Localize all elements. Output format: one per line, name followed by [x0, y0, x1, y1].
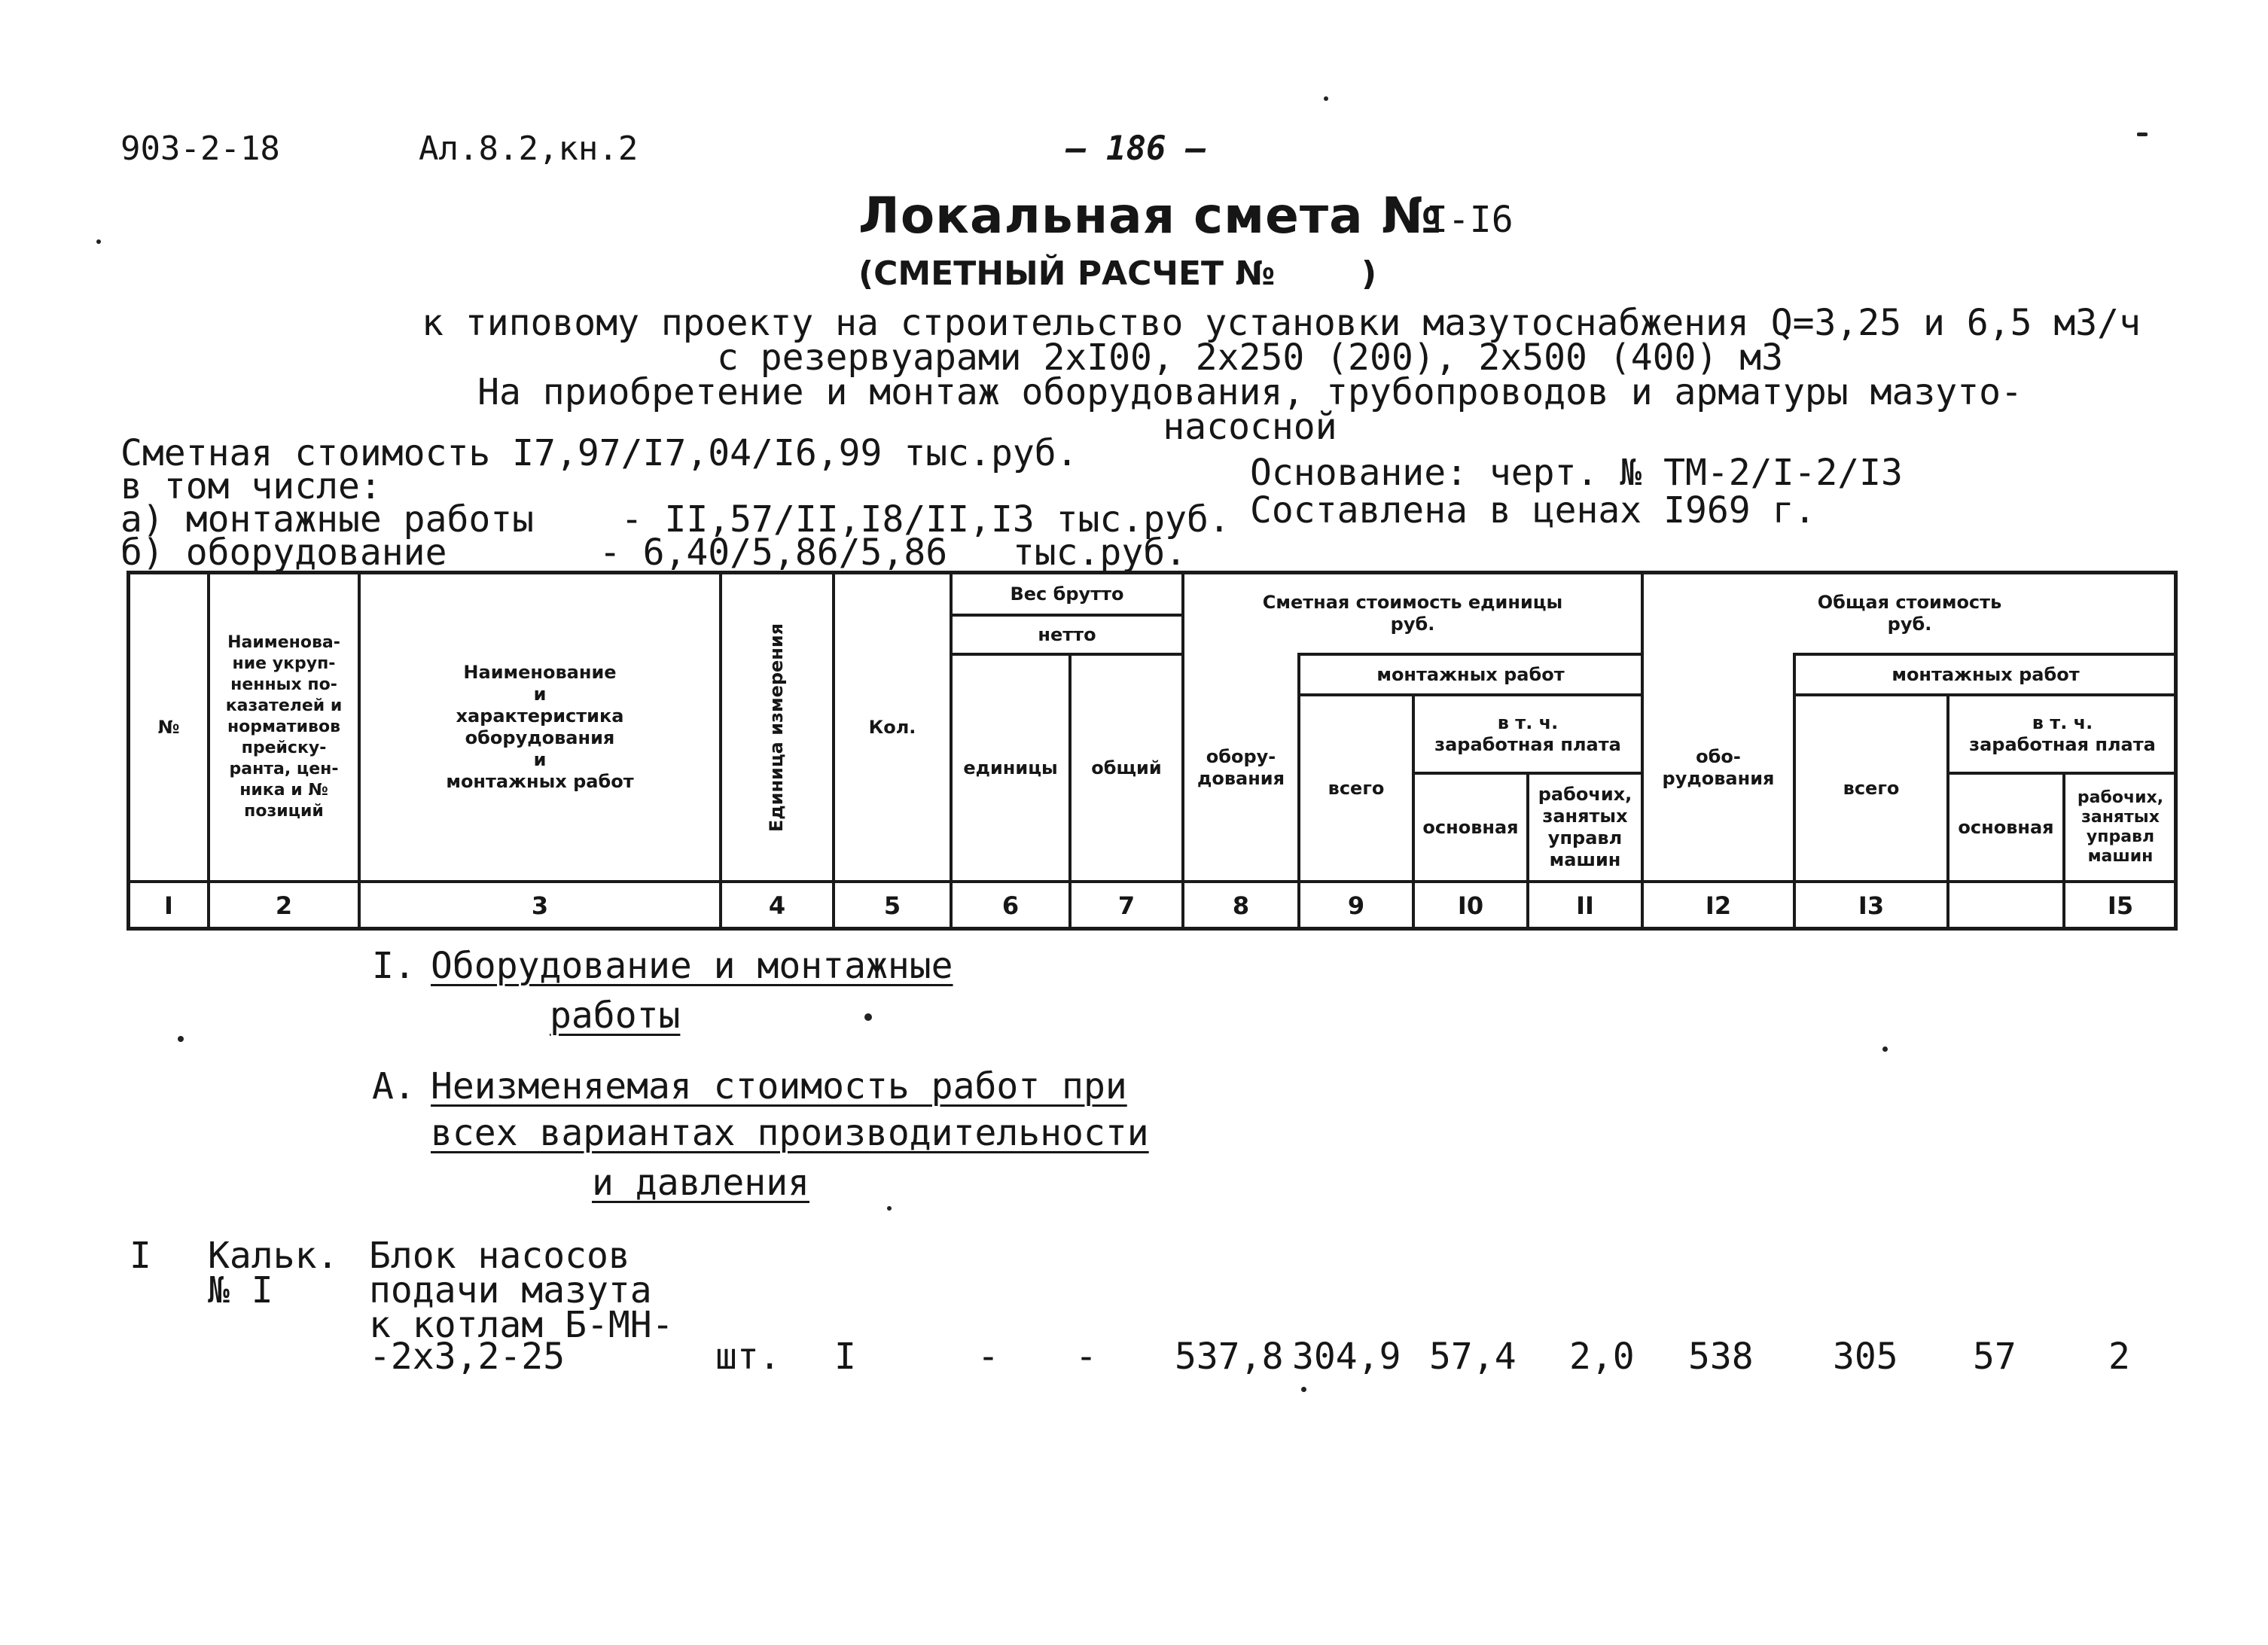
page-number: — 186 —: [1066, 129, 1206, 168]
row-weight-total: -: [1075, 1336, 1097, 1378]
col-header-no: №: [157, 716, 180, 738]
col-number: 8: [1232, 891, 1250, 920]
section-a-title-line-1: Неизменяемая стоимость работ при: [431, 1065, 1127, 1107]
section-a-title-line-2: всех вариантах производительности: [431, 1112, 1149, 1154]
document-code: 903-2-18: [120, 129, 280, 168]
album-reference: Ал.8.2,кн.2: [419, 129, 639, 168]
scan-speck: [178, 1036, 184, 1042]
row-total-mounting: 305: [1833, 1336, 1898, 1378]
subtitle: (СМЕТНЫЙ РАСЧЕТ №: [858, 254, 1276, 293]
col-header-total-cost: Общая стоимость руб.: [1817, 592, 2002, 635]
col-header-total-wage-basic: основная: [1958, 816, 2054, 838]
basis-prices: Составлена в ценах I969 г.: [1250, 489, 1816, 532]
total-cost: Сметная стоимость I7,97/I7,04/I6,99 тыс.руб.: [120, 432, 1078, 474]
col-number: 5: [883, 891, 901, 920]
intro-line-3: На приобретение и монтаж оборудования, трубопроводов и арматуры мазутo-: [477, 371, 2023, 413]
subtitle-close: ): [1361, 254, 1377, 293]
row-name-line-3: к котлам Б-МН-: [369, 1304, 674, 1346]
col-number: I: [164, 891, 173, 920]
col-header-mount-all: всего: [1328, 777, 1385, 799]
row-name-line-1: Блок насосов: [369, 1235, 630, 1277]
equipment-cost: б) оборудование - 6,40/5,86/5,86 тыс.руб.: [120, 532, 1187, 574]
row-quantity: I: [834, 1336, 856, 1378]
estimate-number: I-I6: [1426, 199, 1514, 241]
row-weight-unit: -: [977, 1336, 999, 1378]
row-total-wage-workers: 2: [2108, 1336, 2130, 1378]
col-number: 2: [275, 891, 293, 920]
scan-speck: [1324, 96, 1328, 101]
scan-speck: [864, 1013, 872, 1021]
col-header-weight-gross: Вес брутто: [1010, 583, 1124, 605]
row-unit: шт.: [715, 1336, 781, 1378]
col-number: I5: [2107, 891, 2134, 920]
row-equipment-cost: 537,8: [1175, 1336, 1284, 1378]
col-number: I0: [1457, 891, 1484, 920]
col-header-equipment: обору- дования: [1196, 746, 1285, 789]
scan-speck: [1882, 1046, 1888, 1052]
section-a-number: А.: [372, 1065, 416, 1107]
section-1-title-line-2: работы: [550, 995, 681, 1037]
scan-speck: [1301, 1387, 1306, 1392]
intro-line-2: с резервуарами 2хI00, 2х250 (200), 2х500 (400) м3: [716, 337, 1784, 379]
col-header-unit: Единица измерения: [766, 623, 788, 832]
intro-line-1: к типовому проекту на строительство установки мазутоснабжения Q=3,25 и 6,5 м3/ч: [422, 302, 2141, 344]
page-title: Локальная смета №: [858, 187, 1443, 245]
col-number: 6: [1001, 891, 1020, 920]
scan-speck: [96, 239, 101, 244]
estimate-table-header: [127, 571, 2178, 931]
col-number: I2: [1705, 891, 1732, 920]
col-header-weight-net: нетто: [1038, 623, 1096, 645]
col-number: I3: [1858, 891, 1885, 920]
col-header-incl-wage: в т. ч. заработная плата: [1434, 712, 1621, 755]
col-header-position: Наименова- ние укруп- ненных по- казателей и нормативов прейску- ранта, цен- ника и № позиций: [225, 633, 343, 821]
col-number: II: [1576, 891, 1594, 920]
col-number: 4: [768, 891, 786, 920]
col-header-unit-cost: Сметная стоимость единицы руб.: [1262, 592, 1563, 635]
row-number: I: [130, 1235, 151, 1277]
scan-speck: [2137, 133, 2148, 136]
row-name-line-2: подачи мазута: [369, 1269, 652, 1311]
including-label: в том числе:: [120, 465, 382, 507]
col-header-qty: Кол.: [868, 716, 916, 738]
row-name-line-4: -2х3,2-25: [369, 1336, 565, 1378]
row-mounting-all: 304,9: [1292, 1336, 1401, 1378]
basis-drawing: Основание: черт. № ТМ-2/I-2/I3: [1250, 452, 1903, 494]
row-wage-workers: 2,0: [1569, 1336, 1635, 1378]
row-total-equipment: 538: [1688, 1336, 1754, 1378]
col-header-total-wage-workers: рабочих, занятых управл машин: [2077, 788, 2164, 866]
col-header-weight-unit: единицы: [963, 757, 1058, 778]
row-total-wage-basic: 57: [1973, 1336, 2017, 1378]
col-header-name: Наименование и характеристика оборудования и монтажных работ: [446, 662, 634, 792]
section-1-number: I.: [372, 945, 416, 987]
col-header-weight-total: общий: [1091, 757, 1162, 778]
col-header-total-incl-wage: в т. ч. заработная плата: [1969, 712, 2156, 755]
col-header-total-mounting: монтажных работ: [1892, 663, 2080, 685]
col-header-mounting: монтажных работ: [1376, 663, 1565, 685]
col-number: 7: [1117, 891, 1136, 920]
col-number: 9: [1347, 891, 1365, 920]
col-header-wage-workers: рабочих, занятых управл машин: [1538, 784, 1632, 870]
section-a-title-line-3: и давления: [592, 1162, 809, 1204]
col-number: 3: [531, 891, 549, 920]
col-header-total-all: всего: [1843, 777, 1900, 799]
row-wage-basic: 57,4: [1429, 1336, 1517, 1378]
mounting-cost: а) монтажные работы - II,57/II,I8/II,I3 тыс.руб.: [120, 498, 1230, 541]
intro-line-4: насосной: [1163, 406, 1337, 448]
row-reference-line-2: № I: [208, 1269, 273, 1311]
col-header-total-equipment: обо- рудования: [1662, 746, 1775, 789]
section-1-title-line-1: Оборудование и монтажные: [431, 945, 953, 987]
col-header-wage-basic: основная: [1422, 816, 1519, 838]
scan-speck: [887, 1206, 892, 1211]
row-reference-line-1: Кальк.: [208, 1235, 339, 1277]
